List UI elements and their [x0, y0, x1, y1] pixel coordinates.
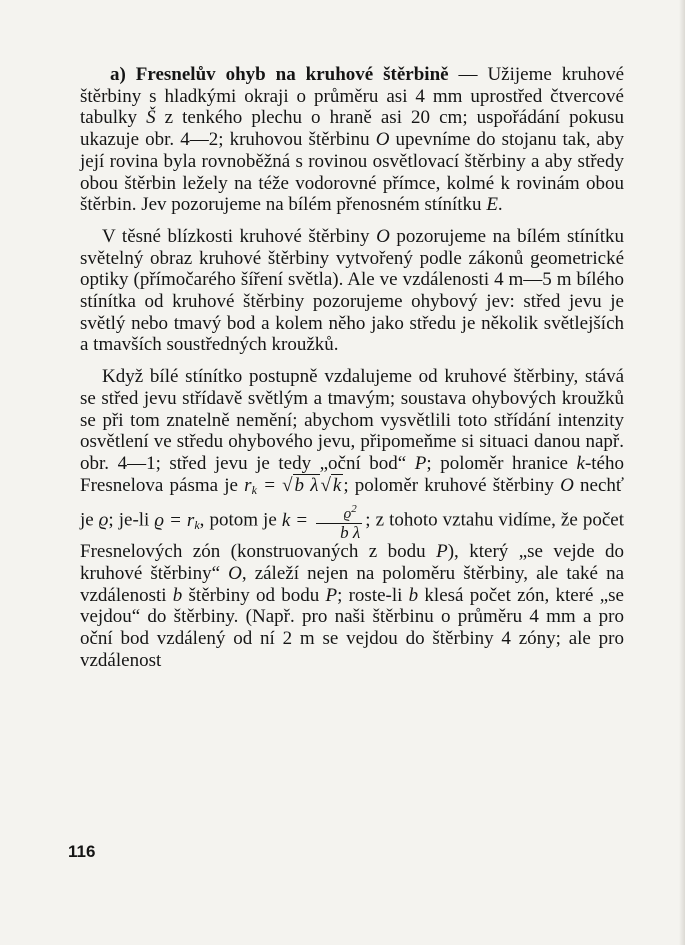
symbol-rho: ϱ: [343, 506, 352, 523]
text: Užijeme kruhové štěrbiny s hladkými okraji o průměru asi 4 mm uprostřed čtvercové tabulky: [80, 64, 625, 129]
text: , potom je: [199, 509, 277, 531]
symbol-r: r: [244, 474, 252, 496]
symbol-k: k: [576, 452, 585, 474]
paragraph-1: [80, 64, 624, 216]
radius-formula: $r_k$ = √ b λ √ k: [244, 474, 342, 497]
symbol-o: O: [560, 474, 574, 496]
fraction-denominator: b λ: [340, 523, 361, 543]
symbol-p: P: [414, 452, 427, 474]
sqrt-k: k: [332, 474, 342, 496]
text: nechť je: [80, 474, 625, 531]
sqrt-b-lambda: b λ: [294, 474, 319, 496]
text: klesá počet zón, které „se vejdou“ do štěrbiny. (Např. pro naši štěrbinu o průměru 4 mm a pro oční bod vzdálený od ní 2 m se vejdou do štěrbiny 4 zóny; ale pro vzdálenost: [80, 584, 624, 671]
text: ; z tohoto vztahu vidíme, že počet Fresnelových zón (konstruovaných z bodu: [80, 509, 624, 563]
text: ; poloměr kruhové štěrbiny: [343, 474, 561, 496]
symbol-r: r: [186, 509, 195, 531]
page-body: [80, 64, 624, 672]
symbol-o: O: [228, 563, 242, 585]
symbol-b: b: [172, 584, 183, 606]
symbol-p: P: [436, 541, 448, 563]
text: ; poloměr hranice: [426, 452, 577, 474]
page-number: 116: [68, 842, 96, 861]
dash: —: [448, 64, 488, 85]
rho-equals-rk: [154, 510, 199, 531]
section-label: a): [110, 64, 126, 85]
page-edge-shadow: [679, 0, 685, 945]
symbol-o: O: [375, 129, 390, 151]
section-title: Fresnelův ohyb na kruhové štěrbině: [135, 64, 449, 85]
text: Když bílé stínítko postupně vzdalujeme od kruhové štěrbiny, stává se střed jevu střídavě světlým a tmavým; soustava ohybových kroužků se při tom znatelně nemění; abychom vysvětlili toto střídání intenzity osvětlení ve středu ohybového jevu, připomeňme si situaci danou např. obr. 4—1; střed jevu je tedy „oční bod“: [80, 366, 624, 474]
symbol-e: E: [486, 194, 498, 216]
text: pozorujeme na bílém stínítku světelný obraz kruhové štěrbiny vytvořený podle zákonů geometrické optiky (přímočarého šíření světla). Ale ve vzdálenosti 4 m—5 m bílého stínítka od kruhové štěrbiny pozorujeme ohybový jev: střed jevu je světlý nebo tmavý bod a kolem něho jako středu je několik světlejších a tmavších soustředných kroužků.: [80, 225, 624, 356]
text: .: [497, 194, 503, 216]
symbol-s: Š: [146, 107, 156, 129]
equals: =: [164, 509, 187, 531]
paragraph-2: [80, 226, 624, 356]
subscript-k: k: [194, 517, 200, 532]
text: ; roste-li: [337, 584, 409, 606]
fraction: [316, 501, 362, 541]
paragraph-3: [80, 366, 624, 671]
text: upevníme do stojanu tak, aby její rovina byla rovnoběžná s rovinou osvětlovací štěrbiny a aby středy obou štěrbin ležely na téže vodorovné přímce, kolmé k rovinám obou štěrbin. Jev pozorujeme na bílém přenosném stínítku: [80, 129, 624, 216]
symbol-rho: ϱ: [154, 509, 165, 531]
text: štěrbiny od bodu: [182, 584, 326, 606]
symbol-o: O: [376, 225, 390, 247]
symbol-k: k: [281, 509, 291, 531]
text: ; je-li: [108, 509, 155, 531]
superscript-2: 2: [351, 503, 357, 516]
fraction-numerator: [316, 501, 362, 524]
text: , záleží nejen na poloměru štěrbiny, ale také na vzdálenosti: [80, 563, 625, 606]
text: ), který „se vejde do kruhové štěrbiny“: [80, 541, 624, 585]
subscript-k: k: [251, 482, 257, 497]
symbol-b: b: [408, 584, 419, 606]
text: -tého Fresnelova pásma je: [80, 452, 624, 496]
symbol-p: P: [325, 584, 338, 606]
equals: =: [290, 509, 314, 531]
text: z tenkého plechu o hraně asi 20 cm; uspořádání pokusu ukazuje obr. 4—2; kruhovou štěrbinu: [80, 107, 624, 151]
symbol-rho: ϱ: [98, 509, 109, 531]
text: V těsné blízkosti kruhové štěrbiny: [102, 225, 377, 247]
k-formula: [281, 503, 365, 543]
equals: =: [256, 474, 283, 496]
